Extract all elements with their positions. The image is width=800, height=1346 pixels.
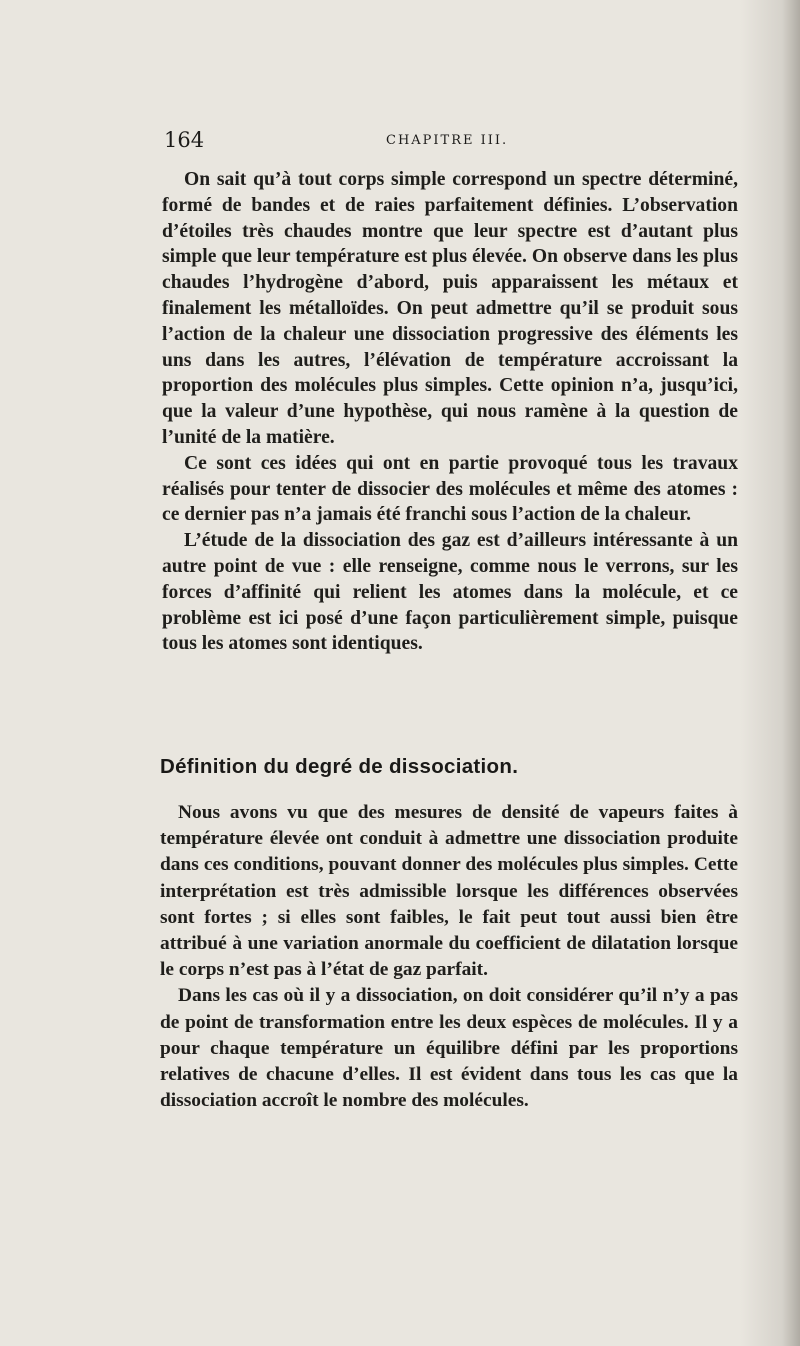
section-two-body: [160, 800, 738, 1114]
paragraph: On sait qu’à tout corps simple correspond un spectre déterminé, formé de bandes et de raies parfaitement définies. L’observation d’étoiles très chaudes montre que leur spectre est d’autant plus simple que leur température est plus élevée. On observe dans les plus chaudes l’hydrogène d’abord, puis apparaissent les métaux et finalement les métalloïdes. On peut admettre qu’il se produit sous l’action de la chaleur une dissociation progressive des éléments les uns dans les autres, l’élévation de température accroissant la proportion des molécules plus simples. Cette opinion n’a, jusqu’ici, que la valeur d’une hypothèse, qui nous ramène à la question de l’unité de la matière.: [162, 169, 738, 448]
paragraph: Ce sont ces idées qui ont en partie provoqué tous les travaux réalisés pour tenter de dissocier des molécules et même des atomes : ce dernier pas n’a jamais été franchi sous l’action de la chaleur.: [162, 452, 738, 526]
page-number: 164: [164, 128, 205, 152]
running-head: CHAPITRE III.: [386, 133, 509, 148]
page-header: [164, 128, 740, 158]
paragraph: Nous avons vu que des mesures de densité de vapeurs faites à température élevée ont conduit à admettre une dissociation produite dans ces conditions, pouvant donner des molécules plus simples. Cette interprétation est très admissible lorsque les différences observées sont fortes ; si elles sont faibles, le fait peut tout aussi bien être attribué à une variation anormale du coefficient de dilatation lorsque le corps n’est pas à l’état de gaz parfait.: [160, 802, 738, 981]
section-heading: Définition du degré de dissociation.: [160, 755, 519, 778]
page-edge-shadow: [740, 0, 800, 1346]
section-one-body: [162, 167, 738, 657]
paragraph: L’étude de la dissociation des gaz est d’ailleurs intéressante à un autre point de vue : elle renseigne, comme nous le verrons, sur les forces d’affinité qui relient les atomes dans la molécule, et ce problème est ici posé d’une façon particulièrement simple, puisque tous les atomes sont identiques.: [162, 530, 738, 655]
paragraph: Dans les cas où il y a dissociation, on doit considérer qu’il n’y a pas de point de transformation entre les deux espèces de molécules. Il y a pour chaque température un équilibre défini par les proportions relatives de chacune d’elles. Il est évident dans tous les cas que la dissociation accroît le nombre des molécules.: [160, 985, 738, 1112]
